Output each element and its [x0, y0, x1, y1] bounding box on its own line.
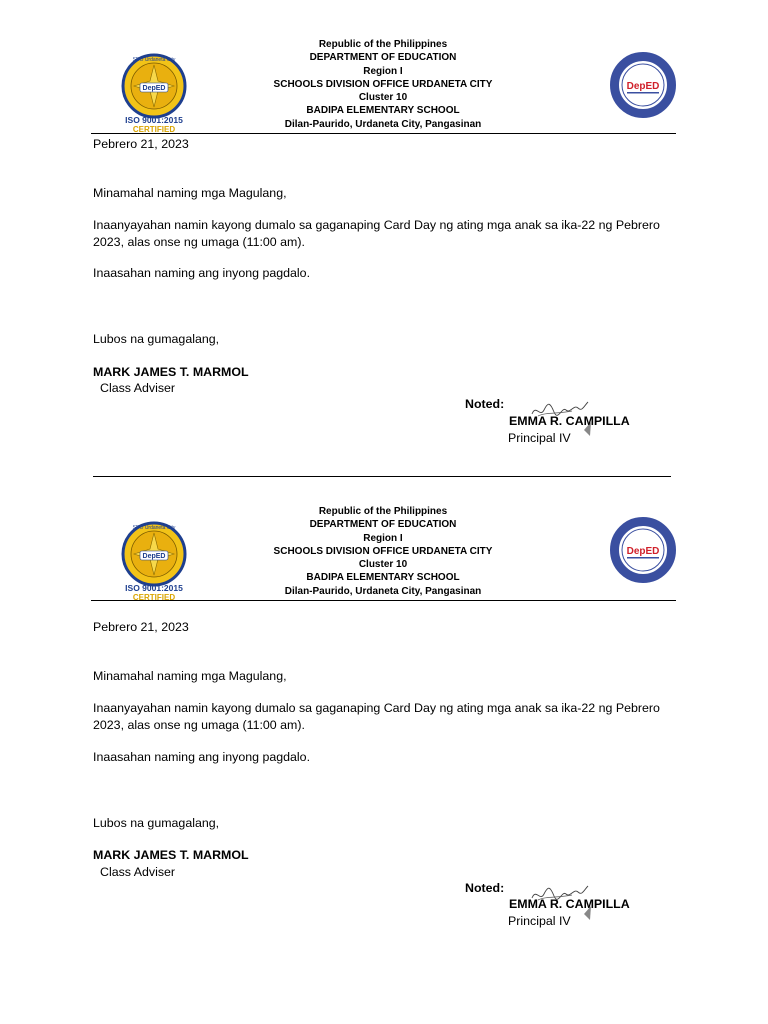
noted-label: Noted: [465, 881, 505, 895]
header-cluster: Cluster 10 [358, 559, 408, 571]
svg-text:ISO 9001:2015: ISO 9001:2015 [125, 115, 183, 125]
header-republic: Republic of the Philippines [318, 506, 448, 517]
adviser-title: Class Adviser [100, 865, 176, 879]
letter-salutation: Minamahal naming mga Magulang, [93, 186, 287, 200]
header-school: BADIPA ELEMENTARY SCHOOL [306, 572, 460, 584]
letter-salutation: Minamahal naming mga Magulang, [93, 669, 287, 683]
adviser-name: MARK JAMES T. MARMOL [93, 848, 249, 862]
header-cluster: Cluster 10 [358, 92, 408, 104]
svg-text:SDO Urdaneta City: SDO Urdaneta City [132, 57, 176, 63]
principal-name: EMMA R. CAMPILLA [509, 414, 630, 428]
letter-closing-line: Inaasahan naming ang inyong pagdalo. [93, 750, 311, 764]
svg-text:CERTIFIED: CERTIFIED [132, 593, 176, 601]
header-region: Region I [363, 65, 403, 77]
svg-text:DepED: DepED [142, 553, 166, 560]
header-school: BADIPA ELEMENTARY SCHOOL [306, 105, 460, 117]
header-republic: Republic of the Philippines [318, 39, 448, 50]
adviser-title: Class Adviser [100, 381, 176, 395]
header-region: Region I [363, 532, 403, 544]
adviser-name: MARK JAMES T. MARMOL [93, 365, 249, 379]
header-department: DEPARTMENT OF EDUCATION [309, 519, 457, 531]
header-department: DEPARTMENT OF EDUCATION [309, 52, 457, 64]
letter-closing-line: Inaasahan naming ang inyong pagdalo. [93, 266, 311, 280]
header-division: SCHOOLS DIVISION OFFICE URDANETA CITY [273, 78, 493, 90]
letterhead [200, 505, 566, 598]
letter-date: Pebrero 21, 2023 [93, 137, 189, 151]
body-line-1: Inaanyayahan namin kayong dumalo sa gaganaping Card Day ng ating mga anak sa ika-22 ng Pebrero [93, 218, 660, 232]
svg-text:DepED: DepED [626, 546, 660, 557]
svg-text:CERTIFIED: CERTIFIED [132, 125, 176, 133]
body-line-2: 2023, alas onse ng umaga (11:00 am). [93, 717, 305, 732]
noted-label: Noted: [465, 397, 505, 411]
school-seal-icon [609, 516, 677, 584]
complimentary-close: Lubos na gumagalang, [93, 816, 220, 830]
header-address: Dilan-Paurido, Urdaneta City, Pangasinan [284, 118, 482, 130]
sdo-seal-icon [118, 521, 194, 601]
svg-text:DepED: DepED [626, 81, 660, 92]
body-line-2: 2023, alas onse ng umaga (11:00 am). [93, 234, 305, 249]
principal-title: Principal IV [508, 431, 571, 445]
complimentary-close: Lubos na gumagalang, [93, 332, 220, 346]
svg-text:DepED: DepED [142, 85, 166, 92]
letter-body [93, 700, 693, 733]
letter-date: Pebrero 21, 2023 [93, 620, 189, 634]
svg-text:SDO Urdaneta City: SDO Urdaneta City [132, 525, 176, 531]
principal-name: EMMA R. CAMPILLA [509, 897, 630, 911]
svg-text:ISO 9001:2015: ISO 9001:2015 [125, 583, 183, 593]
header-division: SCHOOLS DIVISION OFFICE URDANETA CITY [273, 545, 493, 557]
header-address: Dilan-Paurido, Urdaneta City, Pangasinan [284, 585, 482, 597]
principal-title: Principal IV [508, 914, 571, 928]
header-rule [91, 600, 676, 601]
body-line-1: Inaanyayahan namin kayong dumalo sa gaganaping Card Day ng ating mga anak sa ika-22 ng Pebrero [93, 701, 660, 715]
